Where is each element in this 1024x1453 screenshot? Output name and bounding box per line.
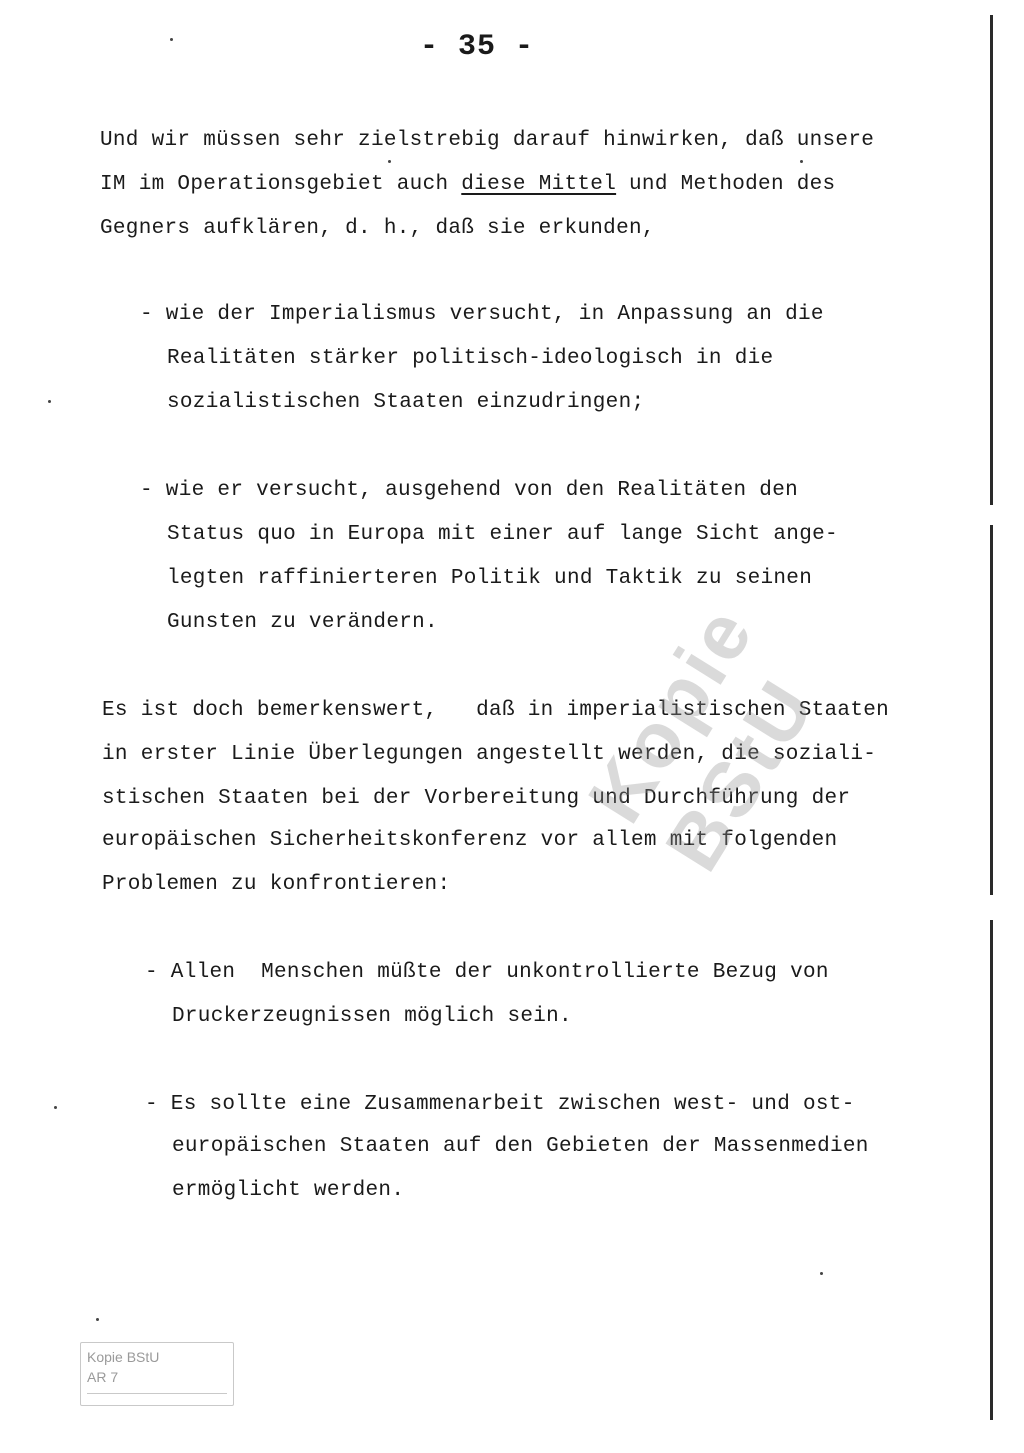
text-line: europäischen Staaten auf den Gebieten der Massenmedien: [172, 1135, 869, 1158]
text-line: [100, 172, 835, 198]
scan-speck: [170, 38, 173, 41]
text-line: Es ist doch bemerkenswert, daß in imperialistischen Staaten: [102, 699, 890, 722]
text-segment: im Operationsgebiet auch: [138, 173, 449, 196]
page-number: - 35 -: [420, 30, 535, 64]
stamp-line-1: Kopie BStU: [87, 1349, 160, 1365]
text-line: - Allen Menschen müßte der unkontrollierte Bezug von: [145, 961, 829, 984]
stamp-rule: [87, 1393, 227, 1394]
text-line: Realitäten stärker politisch-ideologisch in die: [167, 347, 774, 370]
text-line: europäischen Sicherheitskonferenz vor allem mit folgenden: [102, 829, 838, 852]
text-line: sozialistischen Staaten einzudringen;: [167, 391, 645, 414]
underlined-phrase: diese Mittel: [461, 173, 617, 196]
text-line: legten raffinierteren Politik und Taktik zu seinen: [167, 567, 813, 590]
text-line: - Es sollte eine Zusammenarbeit zwischen west- und ost-: [145, 1093, 855, 1116]
text-line: Problemen zu konfrontieren:: [102, 873, 451, 896]
text-line: - wie der Imperialismus versucht, in Anpassung an die: [140, 303, 824, 326]
scan-speck: [54, 1106, 57, 1109]
scan-speck: [48, 400, 51, 403]
text-line: Gegners aufklären, d. h., daß sie erkunden,: [100, 217, 655, 240]
text-segment: und Methoden des: [629, 173, 836, 196]
text-line: stischen Staaten bei der Vorbereitung und Durchführung der: [102, 787, 851, 810]
right-margin-bar: [990, 15, 993, 505]
text-line: Druckerzeugnissen möglich sein.: [172, 1005, 572, 1028]
text-line: - wie er versucht, ausgehend von den Realitäten den: [140, 479, 799, 502]
archive-stamp: [80, 1342, 234, 1406]
watermark-stamp: Kopie BStU: [570, 589, 833, 886]
right-margin-bar: [990, 920, 993, 1420]
text-line: Status quo in Europa mit einer auf lange Sicht ange-: [167, 523, 838, 546]
text-line: Und wir müssen sehr zielstrebig darauf hinwirken, daß unsere: [100, 129, 875, 152]
stamp-line-2: AR 7: [87, 1369, 119, 1385]
right-margin-bar: [990, 525, 993, 895]
scan-speck: [96, 1318, 99, 1321]
text-line: Gunsten zu verändern.: [167, 611, 438, 634]
scan-speck: [800, 160, 803, 163]
text-line: ermöglicht werden.: [172, 1179, 405, 1202]
scan-speck: [820, 1272, 823, 1275]
scan-speck: [388, 160, 391, 163]
abbreviation-im: IM: [100, 173, 126, 196]
text-line: in erster Linie Überlegungen angestellt werden, die soziali-: [102, 743, 877, 766]
